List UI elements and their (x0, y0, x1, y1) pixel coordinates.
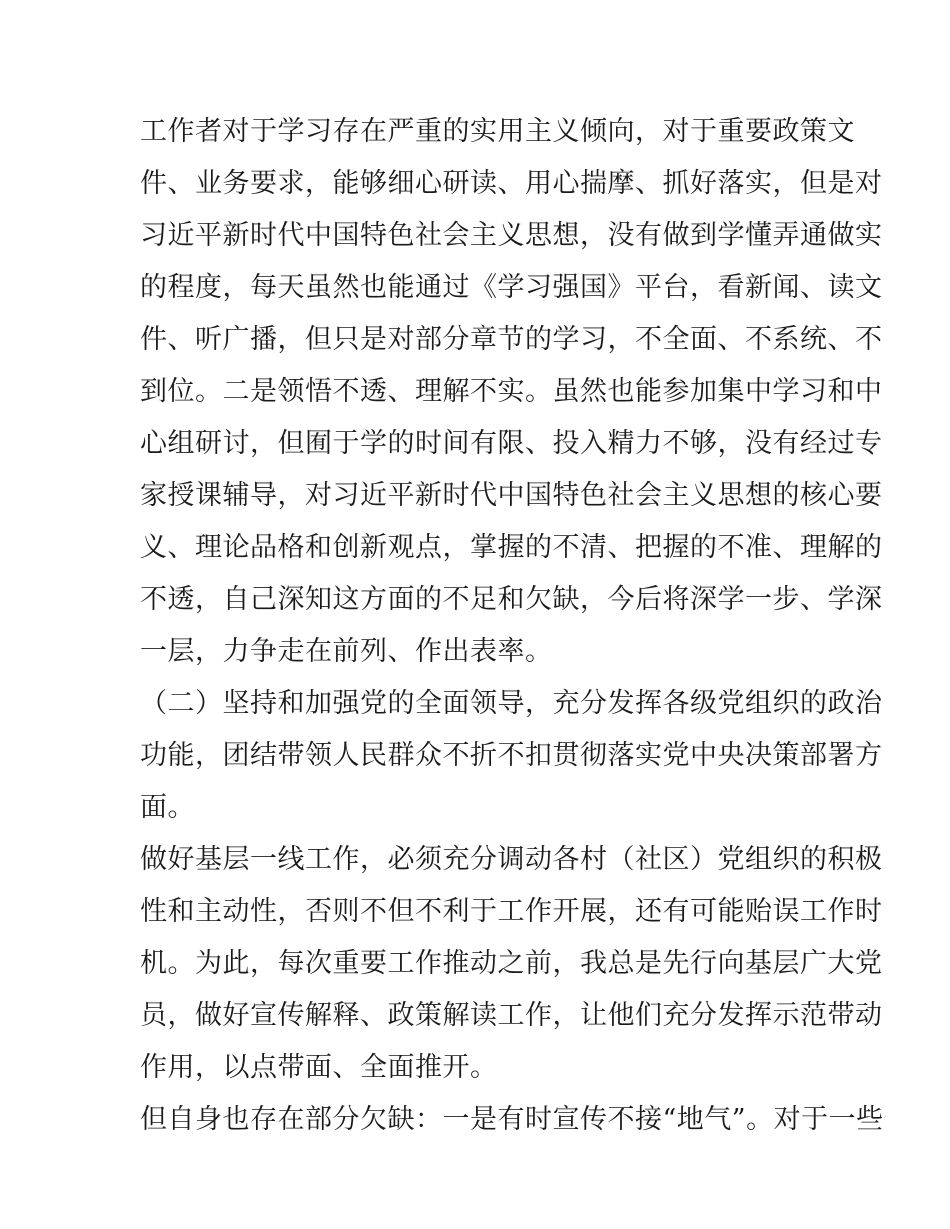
text-line: 不透，自己深知这方面的不足和欠缺，今后将深学一步、学深 (140, 584, 883, 615)
section-heading-line: 面。 (140, 792, 195, 823)
text-line: 但自身也存在部分欠缺：一是有时宣传不接“地气”。对于一些 (140, 1104, 884, 1135)
text-line: 的程度，每天虽然也能通过《学习强国》平台，看新闻、读文 (140, 272, 883, 303)
text-line: 性和主动性，否则不但不利于工作开展，还有可能贻误工作时 (140, 896, 883, 927)
text-line: 义、理论品格和创新观点，掌握的不清、把握的不准、理解的 (140, 532, 883, 563)
section-heading-line: （二）坚持和加强党的全面领导，充分发挥各级党组织的政治 (140, 688, 883, 719)
text-line: 作用，以点带面、全面推开。 (140, 1052, 498, 1083)
text-line: 工作者对于学习存在严重的实用主义倾向，对于重要政策文 (140, 116, 855, 147)
text-line: 件、业务要求，能够细心研读、用心揣摩、抓好落实，但是对 (140, 168, 883, 199)
text-line: 一层，力争走在前列、作出表率。 (140, 636, 553, 667)
text-line: 心组研讨，但囿于学的时间有限、投入精力不够，没有经过专 (140, 428, 883, 459)
text-line: 机。为此，每次重要工作推动之前，我总是先行向基层广大党 (140, 948, 883, 979)
text-line: 件、听广播，但只是对部分章节的学习，不全面、不系统、不 (140, 324, 883, 355)
text-line: 家授课辅导，对习近平新时代中国特色社会主义思想的核心要 (140, 480, 883, 511)
text-line: 到位。二是领悟不透、理解不实。虽然也能参加集中学习和中 (140, 376, 883, 407)
text-line: 做好基层一线工作，必须充分调动各村（社区）党组织的积极 (140, 844, 883, 875)
text-line: 习近平新时代中国特色社会主义思想，没有做到学懂弄通做实 (140, 220, 883, 251)
document-body (140, 106, 884, 1146)
text-line: 员，做好宣传解释、政策解读工作，让他们充分发挥示范带动 (140, 1000, 883, 1031)
section-heading-line: 功能，团结带领人民群众不折不扣贯彻落实党中央决策部署方 (140, 740, 883, 771)
